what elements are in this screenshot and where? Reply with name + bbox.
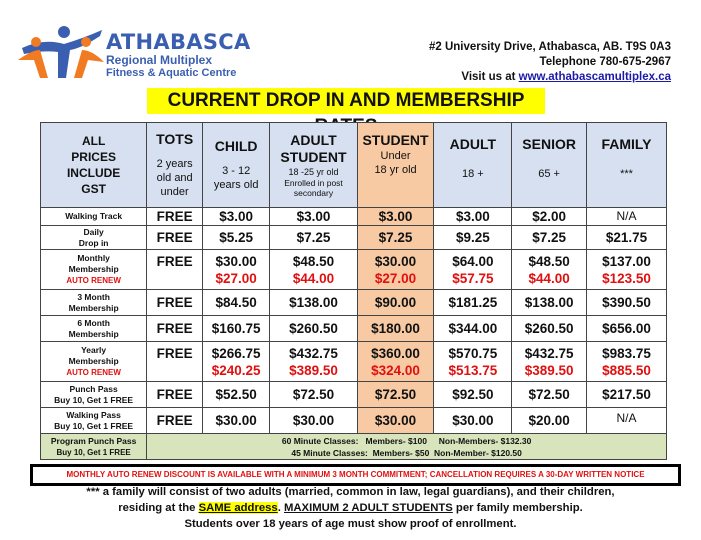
rates-table bbox=[40, 122, 667, 460]
auto-renew-label: AUTO RENEW bbox=[66, 276, 121, 285]
price-cell: $137.00 $123.50 bbox=[586, 250, 666, 290]
price-cell: $390.50 bbox=[586, 290, 666, 316]
price-cell: $7.25 bbox=[357, 226, 434, 250]
price-cell: $3.00 bbox=[357, 208, 434, 226]
max-students-text: MAXIMUM 2 ADULT STUDENTS bbox=[283, 502, 453, 514]
website-line: Visit us at www.athabascamultiplex.ca bbox=[461, 71, 671, 83]
telephone: Telephone 780-675-2967 bbox=[539, 56, 671, 68]
price-cell: FREE bbox=[147, 250, 203, 290]
header-adult: ADULT 18 + bbox=[434, 123, 512, 208]
website-link[interactable]: www.athabascamultiplex.ca bbox=[518, 71, 671, 83]
price-cell: $52.50 bbox=[203, 382, 270, 408]
row-label: Walking Pass Buy 10, Get 1 FREE bbox=[41, 408, 147, 434]
table-row bbox=[41, 342, 667, 382]
header-adult-student: ADULT STUDENT 18 -25 yr old Enrolled in post secondary bbox=[270, 123, 357, 208]
price-cell: $30.00 bbox=[270, 408, 357, 434]
price-cell: FREE bbox=[147, 226, 203, 250]
price-cell: $30.00 $27.00 bbox=[357, 250, 434, 290]
row-label: Daily Drop in bbox=[41, 226, 147, 250]
price-cell: $48.50 $44.00 bbox=[512, 250, 587, 290]
price-cell: $48.50 $44.00 bbox=[270, 250, 357, 290]
header-student: STUDENT Under 18 yr old bbox=[357, 123, 434, 208]
row-label: 6 Month Membership bbox=[41, 316, 147, 342]
price-cell: $90.00 bbox=[357, 290, 434, 316]
header-row bbox=[41, 123, 667, 208]
table-row bbox=[41, 290, 667, 316]
price-cell: $72.50 bbox=[512, 382, 587, 408]
table-row bbox=[41, 316, 667, 342]
price-cell: $2.00 bbox=[512, 208, 587, 226]
price-cell: FREE bbox=[147, 382, 203, 408]
table-row bbox=[41, 250, 667, 290]
price-cell: $72.50 bbox=[357, 382, 434, 408]
price-cell: $64.00 $57.75 bbox=[434, 250, 512, 290]
header-child: CHILD 3 - 12 years old bbox=[203, 123, 270, 208]
street-address: #2 University Drive, Athabasca, AB. T9S 0A3 bbox=[428, 41, 671, 53]
price-cell: $344.00 bbox=[434, 316, 512, 342]
price-cell: $570.75 $513.75 bbox=[434, 342, 512, 382]
program-punch-row bbox=[41, 434, 667, 460]
logo-figures-icon bbox=[14, 20, 109, 80]
price-cell: $181.25 bbox=[434, 290, 512, 316]
table-row bbox=[41, 408, 667, 434]
price-cell: FREE bbox=[147, 290, 203, 316]
price-cell: $360.00 $324.00 bbox=[357, 342, 434, 382]
header-senior: SENIOR 65 + bbox=[512, 123, 587, 208]
logo-title: ATHABASCA bbox=[106, 30, 251, 54]
price-cell: $656.00 bbox=[586, 316, 666, 342]
price-cell: $20.00 bbox=[512, 408, 587, 434]
price-cell: $84.50 bbox=[203, 290, 270, 316]
row-label: Punch Pass Buy 10, Get 1 FREE bbox=[41, 382, 147, 408]
price-cell: FREE bbox=[147, 316, 203, 342]
price-cell: $30.00 bbox=[434, 408, 512, 434]
price-cell: $260.50 bbox=[270, 316, 357, 342]
header-info-cell: ALL PRICES INCLUDE GST bbox=[41, 123, 147, 208]
price-cell: $7.25 bbox=[270, 226, 357, 250]
price-cell: $983.75 $885.50 bbox=[586, 342, 666, 382]
price-cell: $260.50 bbox=[512, 316, 587, 342]
price-cell: $9.25 bbox=[434, 226, 512, 250]
price-cell: FREE bbox=[147, 408, 203, 434]
table-row bbox=[41, 208, 667, 226]
price-cell: $217.50 bbox=[586, 382, 666, 408]
price-cell: $160.75 bbox=[203, 316, 270, 342]
auto-renew-label: AUTO RENEW bbox=[66, 368, 121, 377]
price-cell: $21.75 bbox=[586, 226, 666, 250]
row-label: 3 Month Membership bbox=[41, 290, 147, 316]
price-cell: N/A bbox=[586, 408, 666, 434]
table-row bbox=[41, 382, 667, 408]
row-label: Walking Track bbox=[41, 208, 147, 226]
row-label: Monthly Membership AUTO RENEW bbox=[41, 250, 147, 290]
footer-line-1: *** a family will consist of two adults (married, common in law, legal guardians), and their children, bbox=[86, 486, 615, 498]
price-cell: $30.00 bbox=[203, 408, 270, 434]
price-cell: $432.75 $389.50 bbox=[512, 342, 587, 382]
footer-line-3: Students over 18 years of age must show proof of enrollment. bbox=[184, 518, 517, 530]
logo-subtitle: Regional Multiplex bbox=[106, 53, 213, 67]
price-cell: N/A bbox=[586, 208, 666, 226]
row-label: Program Punch Pass Buy 10, Get 1 FREE bbox=[41, 434, 147, 460]
price-cell: $180.00 bbox=[357, 316, 434, 342]
price-cell: $432.75 $389.50 bbox=[270, 342, 357, 382]
header-family: FAMILY *** bbox=[586, 123, 666, 208]
price-cell: $3.00 bbox=[270, 208, 357, 226]
footer-line-2: residing at the SAME address. MAXIMUM 2 ADULT STUDENTS per family membership. bbox=[118, 502, 583, 514]
header-tots: TOTS 2 years old and under bbox=[147, 123, 203, 208]
price-cell: $3.00 bbox=[434, 208, 512, 226]
price-cell: $30.00 $27.00 bbox=[203, 250, 270, 290]
price-cell: $7.25 bbox=[512, 226, 587, 250]
logo-tagline: Fitness & Aquatic Centre bbox=[106, 67, 237, 79]
table-row bbox=[41, 226, 667, 250]
auto-renew-notice: MONTHLY AUTO RENEW DISCOUNT IS AVAILABLE WITH A MINIMUM 3 MONTH COMMITMENT; CANCELLATION REQUIRES A 30-DAY WRITTEN NOTICE bbox=[30, 464, 681, 486]
same-address-highlight: SAME address bbox=[198, 502, 278, 514]
price-cell: FREE bbox=[147, 342, 203, 382]
price-cell: $3.00 bbox=[203, 208, 270, 226]
program-punch-details: 60 Minute Classes: Members- $100 Non-Members- $132.30 45 Minute Classes: Members- $50 Non-Member- $120.50 bbox=[147, 434, 667, 460]
price-cell: $138.00 bbox=[270, 290, 357, 316]
price-cell: $5.25 bbox=[203, 226, 270, 250]
price-cell: $266.75 $240.25 bbox=[203, 342, 270, 382]
price-cell: $72.50 bbox=[270, 382, 357, 408]
price-cell: $30.00 bbox=[357, 408, 434, 434]
price-cell: FREE bbox=[147, 208, 203, 226]
address-block bbox=[429, 40, 671, 85]
row-label: Yearly Membership AUTO RENEW bbox=[41, 342, 147, 382]
price-cell: $138.00 bbox=[512, 290, 587, 316]
page-title: CURRENT DROP IN AND MEMBERSHIP bbox=[147, 88, 545, 114]
price-cell: $92.50 bbox=[434, 382, 512, 408]
